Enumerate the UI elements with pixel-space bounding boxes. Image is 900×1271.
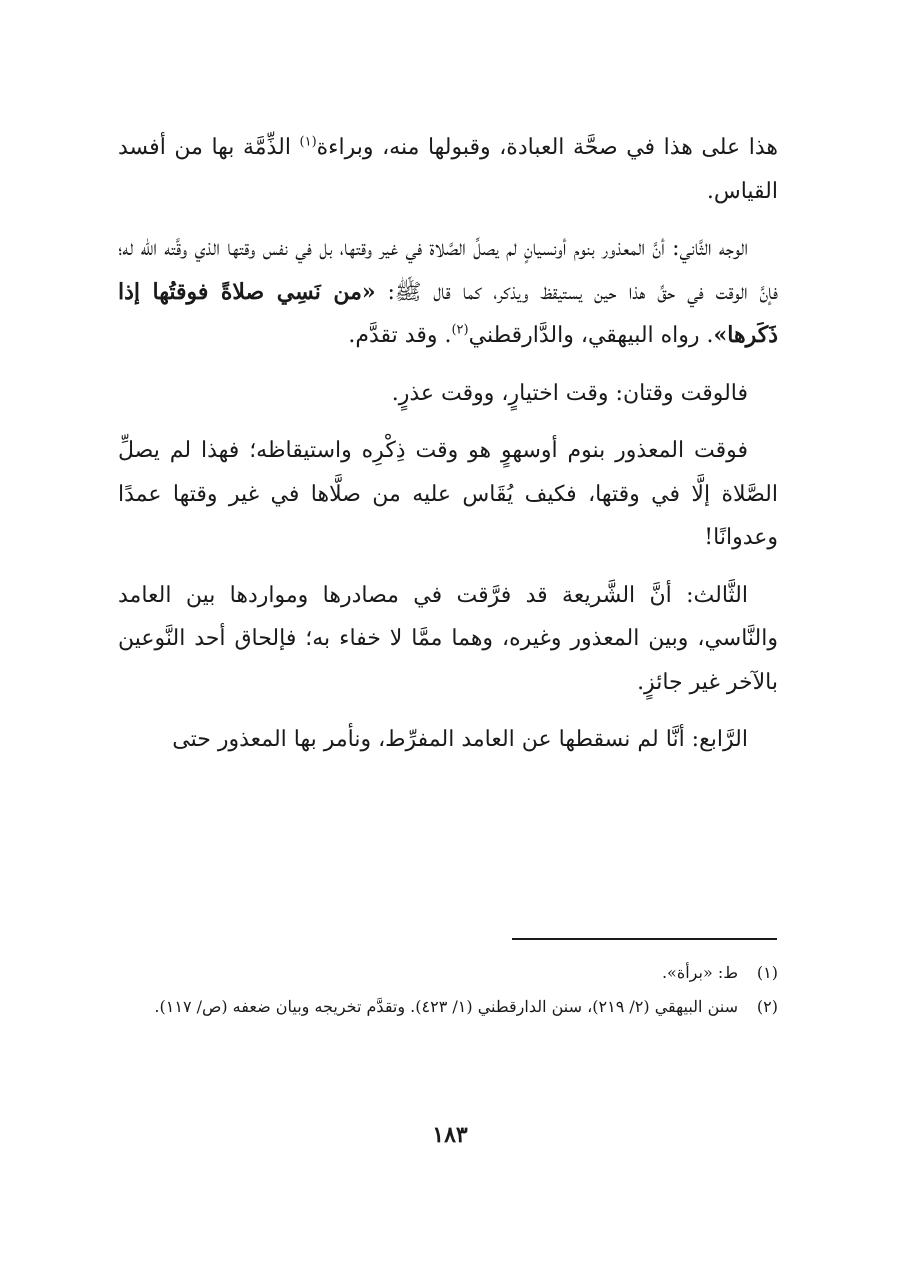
paragraph-6: الرَّابع: أنَّا لم نسقطها عن العامد المفرِّط، ونأمر بها المعذور حتى [172,727,748,752]
paragraph-2-text-b: . رواه البيهقي، والدَّارقطني [468,323,714,348]
footnotes [118,956,778,1024]
paragraph-3: فالوقت وقتان: وقت اختيارٍ، ووقت عذرٍ. [391,380,748,406]
footnote-1 [118,956,778,990]
footnote-1-number: (١) [756,963,778,982]
footnote-2 [118,990,778,1024]
footnote-2-number: (٢) [756,997,778,1016]
footnote-divider [512,938,777,940]
paragraph-1-text-a: هذا على هذا في صحَّة العبادة، وقبولها منه، وبراءة [316,135,779,160]
paragraph-2-text-c: . وقد تقدَّم. [348,323,452,348]
footnote-2-text: سنن البيهقي (٢/ ٢١٩)، سنن الدارقطني (١/ ٤٢٣). وتقدَّم تخريجه وبيان ضعفه (ص/ ١١٧). [154,997,738,1016]
paragraph-1-text-b: الذِّمَّة بها من أفسد القياس. [118,135,778,204]
paragraph-4: فوقت المعذور بنوم أوسهوٍ هو وقت ذِكْرِه واستيقاظه؛ فهذا لم يصلِّ الصَّلاة إلَّا في وقتها، فكيف يُقَاس عليه من صلَّاها في غير وقتها عمدًا وعدوانًا! [118,438,778,550]
footnote-1-text: ط: «برأة». [661,963,738,982]
paragraph-2 [118,227,778,358]
page-number: ١٨٣ [432,1122,468,1148]
footnote-ref-2: (٢) [451,322,469,338]
paragraph-5: الثَّالث: أنَّ الشَّريعة قد فرَّقت في مصادرها ومواردها بين العامد والنَّاسي، وبين المعذور وغيره، وهما ممَّا لا خفاء به؛ فإلحاق أحد النَّوعين بالآخر غير جائزٍ. [118,582,778,695]
paragraph-2-text-a: الوجه الثَّاني: أنَّ المعذور بنوم أونسيانٍ لم يصلِّ الصَّلاة في غير وقتها، بل في نفس وقتها الذي وقَّته الله له؛ فإنَّ الوقت في حقِّ هذا حين يستيقظ ويذكر، كما قال ﷺ: [118,236,778,305]
paragraph-1 [118,126,778,213]
footnote-ref-1: (١) [299,134,317,150]
hadith-quote: «من نَسِي صلاةً فوقتُها إذا ذَكَرها» [118,278,778,348]
main-text [118,126,778,776]
